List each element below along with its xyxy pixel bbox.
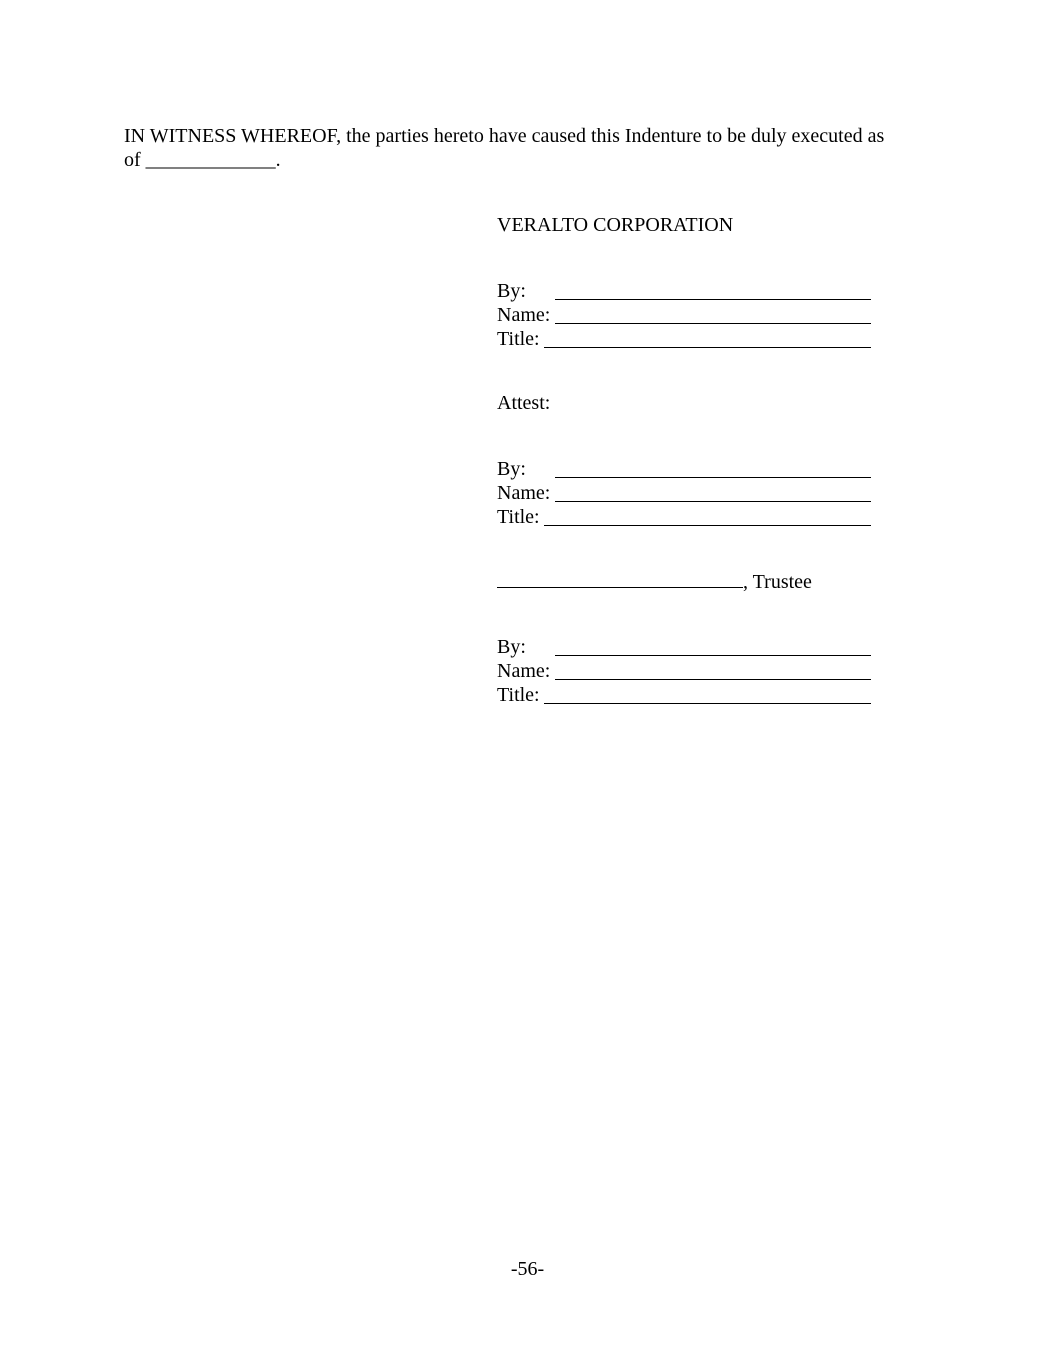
title-label: Title: xyxy=(497,506,540,528)
title-label: Title: xyxy=(497,328,540,350)
name-label: Name: xyxy=(497,660,551,682)
trustee-label: , Trustee xyxy=(743,571,812,593)
attest-signature-block xyxy=(497,457,877,529)
intro-line-1: IN WITNESS WHEREOF, the parties hereto have caused this Indenture to be duly executed as xyxy=(124,125,885,147)
name-row xyxy=(497,481,877,505)
by-label: By: xyxy=(497,458,526,480)
name-row xyxy=(497,659,877,683)
company-name: VERALTO CORPORATION xyxy=(497,214,734,236)
page-number: -56- xyxy=(510,1258,545,1280)
by-line[interactable] xyxy=(555,299,871,300)
name-row xyxy=(497,303,877,327)
title-line[interactable] xyxy=(544,347,871,348)
by-row xyxy=(497,457,877,481)
title-line[interactable] xyxy=(544,703,871,704)
by-line[interactable] xyxy=(555,477,871,478)
name-line[interactable] xyxy=(555,679,871,680)
name-line[interactable] xyxy=(555,501,871,502)
by-row xyxy=(497,635,877,659)
trustee-name-blank[interactable] xyxy=(497,569,743,588)
company-signature-block xyxy=(497,279,877,351)
attest-label: Attest: xyxy=(497,392,551,414)
name-line[interactable] xyxy=(555,323,871,324)
by-row xyxy=(497,279,877,303)
by-line[interactable] xyxy=(555,655,871,656)
title-row xyxy=(497,327,877,351)
intro-line-2: of _____________. xyxy=(124,149,281,171)
title-row xyxy=(497,505,877,529)
name-label: Name: xyxy=(497,304,551,326)
intro-paragraph xyxy=(124,124,924,172)
by-label: By: xyxy=(497,280,526,302)
trustee-line xyxy=(497,569,812,594)
name-label: Name: xyxy=(497,482,551,504)
by-label: By: xyxy=(497,636,526,658)
trustee-signature-block xyxy=(497,635,877,707)
title-line[interactable] xyxy=(544,525,871,526)
title-row xyxy=(497,683,877,707)
title-label: Title: xyxy=(497,684,540,706)
